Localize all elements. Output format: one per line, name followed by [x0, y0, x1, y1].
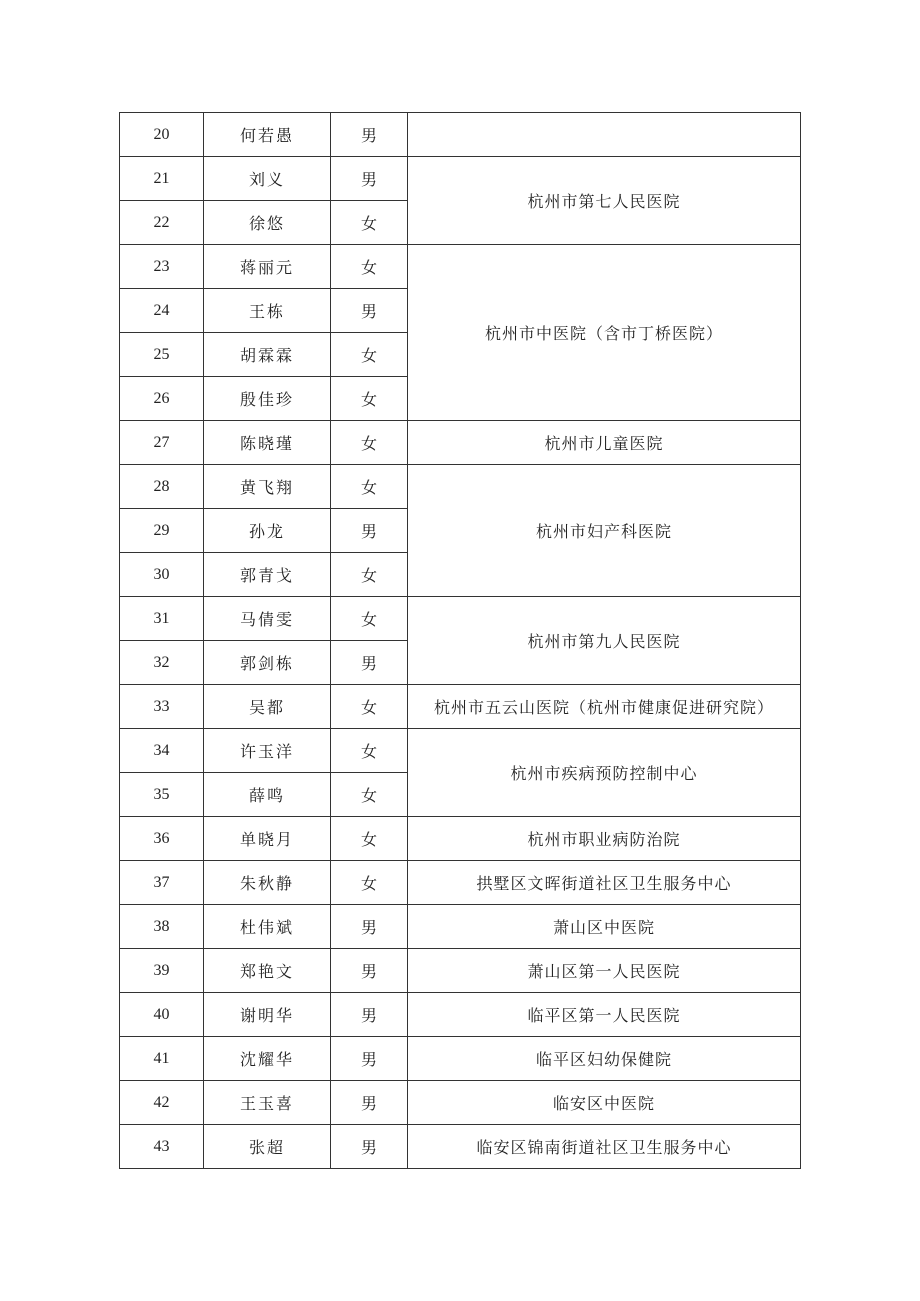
organization: 杭州市中医院（含市丁桥医院）	[408, 245, 801, 421]
organization	[408, 113, 801, 157]
table-row	[120, 157, 801, 201]
person-name: 杜伟斌	[204, 905, 331, 949]
person-name: 胡霖霖	[204, 333, 331, 377]
row-number: 24	[120, 289, 204, 333]
table-row	[120, 817, 801, 861]
person-gender: 男	[331, 157, 408, 201]
row-number: 30	[120, 553, 204, 597]
organization: 临平区妇幼保健院	[408, 1037, 801, 1081]
person-gender: 女	[331, 201, 408, 245]
person-gender: 男	[331, 905, 408, 949]
person-name: 何若愚	[204, 113, 331, 157]
table-row	[120, 1125, 801, 1169]
roster-table	[119, 112, 801, 1169]
organization: 临安区锦南街道社区卫生服务中心	[408, 1125, 801, 1169]
person-gender: 男	[331, 1037, 408, 1081]
person-gender: 女	[331, 421, 408, 465]
row-number: 23	[120, 245, 204, 289]
organization: 杭州市妇产科医院	[408, 465, 801, 597]
person-gender: 男	[331, 1125, 408, 1169]
person-gender: 女	[331, 333, 408, 377]
table-row	[120, 597, 801, 641]
person-name: 刘义	[204, 157, 331, 201]
person-name: 蒋丽元	[204, 245, 331, 289]
person-gender: 女	[331, 729, 408, 773]
row-number: 42	[120, 1081, 204, 1125]
person-name: 王玉喜	[204, 1081, 331, 1125]
row-number: 21	[120, 157, 204, 201]
person-name: 郭青戈	[204, 553, 331, 597]
row-number: 22	[120, 201, 204, 245]
person-name: 朱秋静	[204, 861, 331, 905]
row-number: 35	[120, 773, 204, 817]
person-name: 单晓月	[204, 817, 331, 861]
person-gender: 男	[331, 113, 408, 157]
person-name: 谢明华	[204, 993, 331, 1037]
person-name: 薛鸣	[204, 773, 331, 817]
row-number: 37	[120, 861, 204, 905]
organization: 杭州市职业病防治院	[408, 817, 801, 861]
organization: 萧山区第一人民医院	[408, 949, 801, 993]
row-number: 31	[120, 597, 204, 641]
person-name: 黄飞翔	[204, 465, 331, 509]
person-name: 王栋	[204, 289, 331, 333]
table-row	[120, 729, 801, 773]
person-gender: 男	[331, 1081, 408, 1125]
person-gender: 女	[331, 553, 408, 597]
row-number: 40	[120, 993, 204, 1037]
organization: 临平区第一人民医院	[408, 993, 801, 1037]
table-row	[120, 245, 801, 289]
row-number: 38	[120, 905, 204, 949]
person-name: 沈耀华	[204, 1037, 331, 1081]
person-gender: 男	[331, 641, 408, 685]
person-gender: 女	[331, 377, 408, 421]
table-row	[120, 113, 801, 157]
organization: 杭州市五云山医院（杭州市健康促进研究院）	[408, 685, 801, 729]
row-number: 29	[120, 509, 204, 553]
row-number: 27	[120, 421, 204, 465]
organization: 杭州市儿童医院	[408, 421, 801, 465]
person-gender: 女	[331, 465, 408, 509]
person-gender: 女	[331, 245, 408, 289]
person-gender: 男	[331, 949, 408, 993]
person-gender: 男	[331, 509, 408, 553]
person-name: 马倩雯	[204, 597, 331, 641]
organization: 杭州市疾病预防控制中心	[408, 729, 801, 817]
table-row	[120, 905, 801, 949]
table-row	[120, 1037, 801, 1081]
table-row	[120, 465, 801, 509]
organization: 杭州市第九人民医院	[408, 597, 801, 685]
person-gender: 男	[331, 993, 408, 1037]
person-gender: 女	[331, 817, 408, 861]
person-name: 吴都	[204, 685, 331, 729]
person-gender: 女	[331, 861, 408, 905]
row-number: 34	[120, 729, 204, 773]
organization: 临安区中医院	[408, 1081, 801, 1125]
person-gender: 女	[331, 685, 408, 729]
person-gender: 女	[331, 597, 408, 641]
table-row	[120, 1081, 801, 1125]
row-number: 43	[120, 1125, 204, 1169]
table-row	[120, 685, 801, 729]
row-number: 20	[120, 113, 204, 157]
person-name: 孙龙	[204, 509, 331, 553]
roster-body	[120, 113, 801, 1169]
row-number: 33	[120, 685, 204, 729]
row-number: 32	[120, 641, 204, 685]
table-row	[120, 861, 801, 905]
person-gender: 男	[331, 289, 408, 333]
row-number: 39	[120, 949, 204, 993]
row-number: 25	[120, 333, 204, 377]
person-name: 张超	[204, 1125, 331, 1169]
organization: 拱墅区文晖街道社区卫生服务中心	[408, 861, 801, 905]
person-name: 徐悠	[204, 201, 331, 245]
person-gender: 女	[331, 773, 408, 817]
person-name: 殷佳珍	[204, 377, 331, 421]
person-name: 郑艳文	[204, 949, 331, 993]
table-row	[120, 949, 801, 993]
row-number: 28	[120, 465, 204, 509]
person-name: 郭剑栋	[204, 641, 331, 685]
row-number: 41	[120, 1037, 204, 1081]
row-number: 36	[120, 817, 204, 861]
table-row	[120, 993, 801, 1037]
organization: 萧山区中医院	[408, 905, 801, 949]
row-number: 26	[120, 377, 204, 421]
person-name: 陈晓瑾	[204, 421, 331, 465]
organization: 杭州市第七人民医院	[408, 157, 801, 245]
person-name: 许玉洋	[204, 729, 331, 773]
table-row	[120, 421, 801, 465]
